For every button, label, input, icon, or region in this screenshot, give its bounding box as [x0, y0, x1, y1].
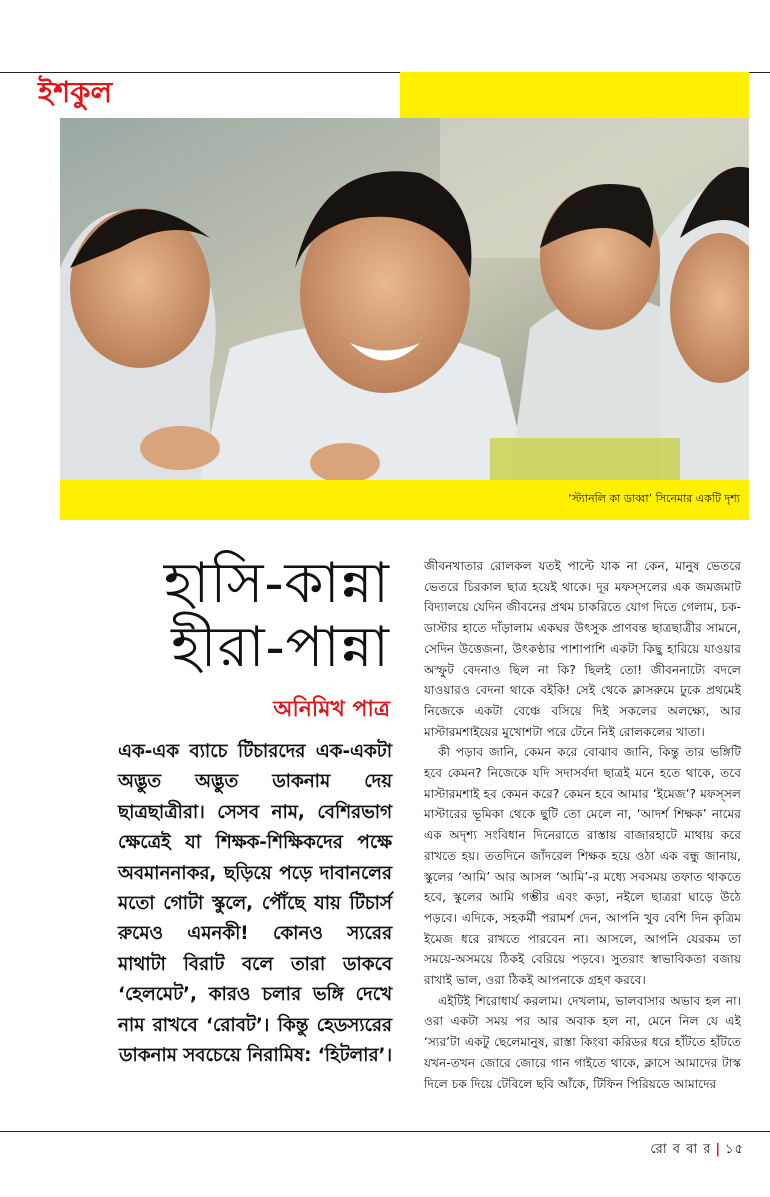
bottom-rule [0, 1131, 770, 1132]
article-headline [100, 552, 390, 680]
headline-line-1: হাসি-কান্না [163, 551, 390, 616]
photo-caption: ‘স্ট্যানলি কা ডাব্বা’ সিনেমার একটি দৃশ্য [568, 492, 740, 505]
page-number: ১৫ [725, 1142, 744, 1157]
author-byline: অনিমিখ পাত্র [273, 697, 390, 722]
footer-separator: | [715, 1142, 722, 1157]
lead-text: এক-এক ব্যাচে টিচারদের এক-একটা অদ্ভুত অদ্ভুত ডাকনাম দেয় ছাত্রছাত্রীরা। সেসব নাম, বেশিরভাগ ক্ষেত্রেই যা শিক্ষক-শিক্ষিকদের পক্ষে অবমাননাকর, ছড়িয়ে পড়ে দাবানলের মতো গোটা স্কুলে, পৌঁছে যায় টিচার্স রুমেও এমনকী! কোনও স্যরের মাথাটা বিরাট বলে তারা ডাকবে ‘হেলমেট’, কারও চলার ভঙ্গি দেখে নাম রাখবে ‘রোবট’। কিন্তু হেডস্যরের ডাকনাম সবচেয়ে নিরামিষ: ‘হিটলার’। [118, 741, 392, 1067]
lead-paragraph [118, 737, 392, 1071]
article-photo [60, 118, 749, 480]
yellow-header-bar [400, 72, 749, 118]
body-paragraph: এইটিই শিরোধার্য করলাম। দেখলাম, ভালবাসার অভাব হল না। ওরা একটা সময় পর আর অবাক হল না, মেনে নিল যে এই ‘স্যর’টা একটু ছেলেমানুষ, রাস্তা কিংবা করিডর ধরে হাঁটতে হাঁটতে যখন-তখন জোরে জোরে গান গাইতে থাকে, ক্লাসে আমাদের টাস্ক দিলে চক দিয়ে টেবিলে ছবি আঁকে, টিফিন পিরিয়ডে আমাদের [424, 993, 741, 1091]
body-paragraph: কী পড়াব জানি, কেমন করে বোঝাব জানি, কিন্তু তার ভঙ্গিটি হবে কেমন? নিজেকে যদি সদাসর্বদা ছাত্রই মনে হতে থাকে, তবে মাস্টারমশাই হব কেমন করে? কেমন হবে আমার ‘ইমেজ’? মফস্‌সল মাস্টারের ভূমিকা থেকে ছুটি তো মেলে না, ‘আদর্শ শিক্ষক’ নামের এক অদৃশ্য সংবিধান দিনেরাতে রাস্তায় বাজারহাটে মাথায় করে রাখতে হয়। ততদিনে জাঁদরেল শিক্ষক হয়ে ওঠা এক বন্ধু জানায়, স্কুলের ‘আমি’ আর আসল ‘আমি’-র মধ্যে সবসময় তফাত থাকতে হবে, স্কুলের আমি গম্ভীর এবং কড়া, নইলে ছাত্ররা ঘাড়ে উঠে পড়বে। এদিকে, সহকর্মী পরামর্শ দেন, আপনি খুব বেশি দিন কৃত্রিম ইমেজ ধরে রাখতে পারবেন না। আসলে, আপনি যেরকম তা সময়ে-অসময়ে ঠিকই বেরিয়ে পড়বে। সুতরাং স্বাভাবিকতা বজায় রাখাই ভাল, ওরা ঠিকই আপনাকে গ্রহণ করবে। [424, 745, 741, 988]
section-label: ইশকুল [38, 75, 113, 109]
page-footer [650, 1140, 744, 1161]
headline-line-2: হীরা-পান্না [171, 615, 390, 680]
body-column [424, 556, 741, 1094]
body-paragraph: জীবনখাতার রোলকল যতই পাল্টে যাক না কেন, মানুষ ভেতরে ভেতরে চিরকাল ছাত্র হয়েই থাকে। দূর মফস্‌সলের এক জমজমাট বিদ্যালয়ে যেদিন জীবনের প্রথম চাকরিতে যোগ দিতে গেলাম, চক-ডাস্টার হাতে দাঁড়ালাম একঘর উৎসুক প্রাণবন্ত ছাত্রছাত্রীর সামনে, সেদিন উত্তেজনা, উৎকণ্ঠার পাশাপাশি একটা কিছু হারিয়ে যাওয়ার অস্ফুট বেদনাও ছিল না কি? ছিলই তো! জীবননাট্যে বদলে যাওয়ারও বেদনা থাকে বইকি! সেই থেকে ক্লাসরুমে ঢুকে প্রথমেই নিজেকে একটা বেঞ্চে বসিয়ে দিই সকলের অলক্ষ্যে, আর মাস্টারমশাইয়ের মুখোশটা পরে টেনে নিই রোলকলের খাতা। [424, 559, 741, 739]
magazine-name: রো ব বা র [650, 1142, 712, 1157]
